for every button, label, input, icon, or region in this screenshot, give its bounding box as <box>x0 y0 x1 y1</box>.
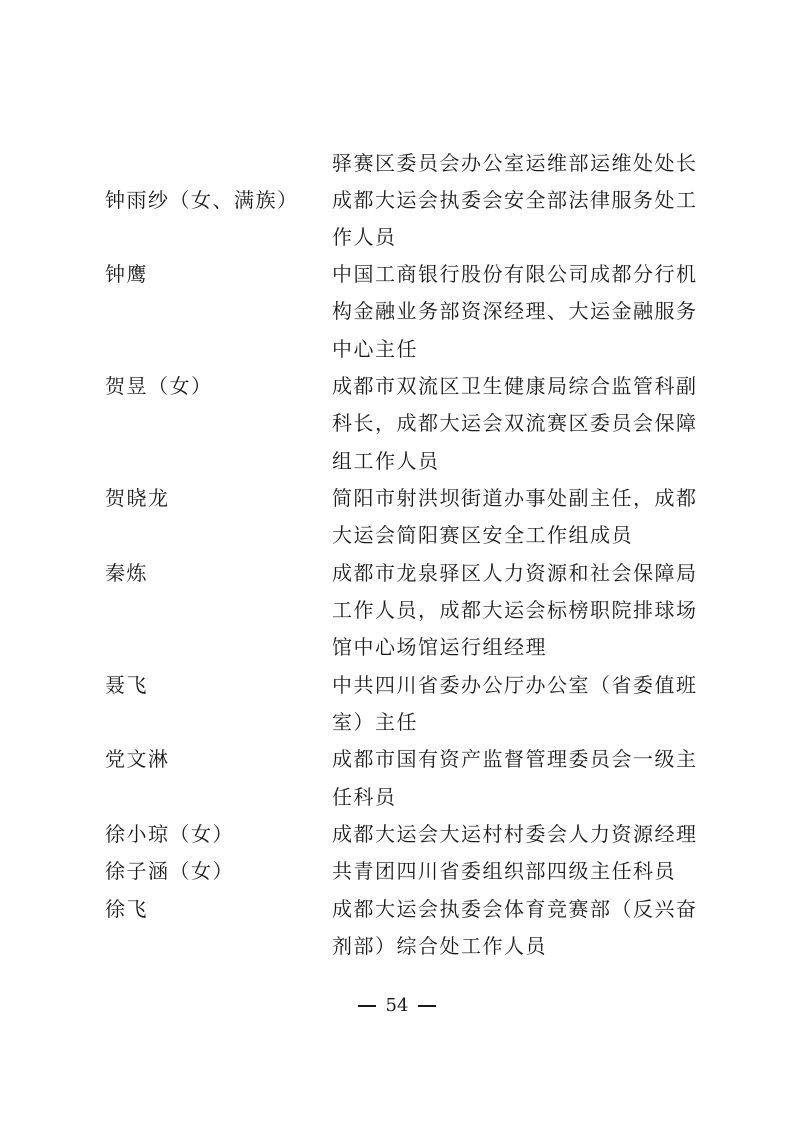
entry-desc-line: 任科员 <box>332 785 397 809</box>
entry-desc-line: 成都市国有资产监督管理委员会一级主 <box>332 747 698 771</box>
entry-desc-line: 成都大运会大运村村委会人力资源经理 <box>332 822 698 846</box>
entry-desc-line: 作人员 <box>332 225 397 249</box>
entry-desc-line: 中共四川省委办公厅办公室（省委值班 <box>332 673 698 697</box>
entry-desc-line: 组工作人员 <box>332 449 440 473</box>
page-number: 54 <box>385 995 409 1016</box>
entry-desc-line: 成都大运会执委会体育竞赛部（反兴奋 <box>332 897 698 921</box>
entry-name: 钟鹰 <box>105 262 148 286</box>
footer-dash-left <box>358 1005 376 1007</box>
entry-name: 徐飞 <box>105 897 148 921</box>
entry-desc-line: 工作人员，成都大运会标榜职院排球场 <box>332 598 698 622</box>
entry-name: 徐子涵（女） <box>105 859 234 883</box>
entry-name: 聂飞 <box>105 673 148 697</box>
entry-desc-line: 简阳市射洪坝街道办事处副主任，成都 <box>332 486 698 510</box>
entry-desc-line: 驿赛区委员会办公室运维部运维处处长 <box>332 151 698 175</box>
entry-desc-line: 成都市双流区卫生健康局综合监管科副 <box>332 374 698 398</box>
entry-desc-line: 成都大运会执委会安全部法律服务处工 <box>332 188 698 212</box>
entry-name: 贺昱（女） <box>105 374 213 398</box>
entry-name: 党文淋 <box>105 747 170 771</box>
entry-desc-line: 馆中心场馆运行组经理 <box>332 635 547 659</box>
entry-name: 贺晓龙 <box>105 486 170 510</box>
footer-dash-right <box>418 1005 436 1007</box>
entry-desc-line: 科长，成都大运会双流赛区委员会保障 <box>332 411 698 435</box>
entry-desc-line: 构金融业务部资深经理、大运金融服务 <box>332 299 698 323</box>
page-footer <box>0 993 794 1019</box>
entry-desc-line: 室）主任 <box>332 710 418 734</box>
entry-desc-line: 大运会简阳赛区安全工作组成员 <box>332 523 633 547</box>
entry-desc-line: 成都市龙泉驿区人力资源和社会保障局 <box>332 561 698 585</box>
entry-name: 徐小琼（女） <box>105 822 234 846</box>
entry-desc-line: 中心主任 <box>332 337 418 361</box>
entry-name: 秦炼 <box>105 561 148 585</box>
entry-name: 钟雨纱（女、满族） <box>105 188 299 212</box>
entry-desc-line: 共青团四川省委组织部四级主任科员 <box>332 859 676 883</box>
entry-desc-line: 中国工商银行股份有限公司成都分行机 <box>332 262 698 286</box>
entry-desc-line: 剂部）综合处工作人员 <box>332 934 547 958</box>
